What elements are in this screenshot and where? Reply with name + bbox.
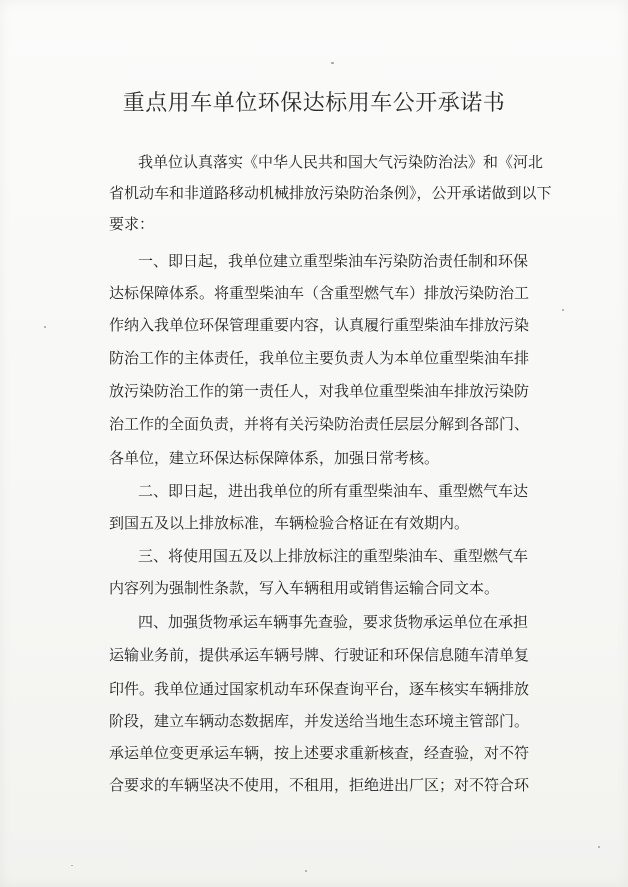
paragraph-line: 各单位，建立环保达标保障体系，加强日常考核。 xyxy=(109,449,440,467)
paragraph-line: 达标保障体系。将重型柴油车（含重型燃气车）排放污染防治工 xyxy=(109,284,530,302)
paragraph-line: 防治工作的主体责任，我单位主要负责人为本单位重型柴油车排 xyxy=(109,349,530,367)
scan-speck xyxy=(44,326,46,328)
paragraph-line: 阶段，建立车辆动态数据库，并发送给当地生态环境主管部门。 xyxy=(109,712,530,730)
paragraph-line: 四、加强货物承运车辆事先查验，要求货物承运单位在承担 xyxy=(138,613,529,631)
document-title: 重点用车单位环保达标用车公开承诺书 xyxy=(122,91,506,116)
paragraph-line: 我单位认真落实《中华人民共和国大气污染防治法》和《河北 xyxy=(138,153,544,171)
scan-speck xyxy=(598,846,600,848)
paragraph-line: 二、即日起，进出我单位的所有重型柴油车、重型燃气车达 xyxy=(138,482,529,500)
paragraph-line: 治工作的全面负责，并将有关污染防治责任层层分解到各部门、 xyxy=(109,415,530,433)
paragraph-line: 到国五及以上排放标准，车辆检验合格证在有效期内。 xyxy=(109,514,470,532)
paragraph-line: 要求： xyxy=(109,215,155,233)
paragraph-line: 承运单位变更承运车辆，按上述要求重新核查，经查验，对不符 xyxy=(109,744,530,762)
paragraph-line: 印件。我单位通过国家机动车环保查询平台，逐车核实车辆排放 xyxy=(109,680,530,698)
paragraph-line: 合要求的车辆坚决不使用，不租用，拒绝进出厂区；对不符合环 xyxy=(109,776,530,794)
paragraph-line: 一、即日起，我单位建立重型柴油车污染防治责任制和环保 xyxy=(138,252,529,270)
scan-speck xyxy=(71,865,73,866)
paragraph-line: 内容列为强制性条款，写入车辆租用或销售运输合同文本。 xyxy=(109,579,500,597)
paragraph-line: 运输业务前，提供承运车辆号牌、行驶证和环保信息随车清单复 xyxy=(109,646,530,664)
paragraph-line: 作纳入我单位环保管理重要内容，认真履行重型柴油车排放污染 xyxy=(109,316,530,334)
paragraph-line: 三、将使用国五及以上排放标注的重型柴油车、重型燃气车 xyxy=(138,547,529,565)
paragraph-line: 省机动车和非道路移动机械排放污染防治条例》，公开承诺做到以下 xyxy=(109,184,552,202)
scan-speck xyxy=(331,62,334,64)
scan-speck xyxy=(305,870,307,872)
paragraph-line: 放污染防治工作的第一责任人，对我单位重型柴油车排放污染防 xyxy=(109,382,530,400)
scan-speck xyxy=(562,309,564,311)
